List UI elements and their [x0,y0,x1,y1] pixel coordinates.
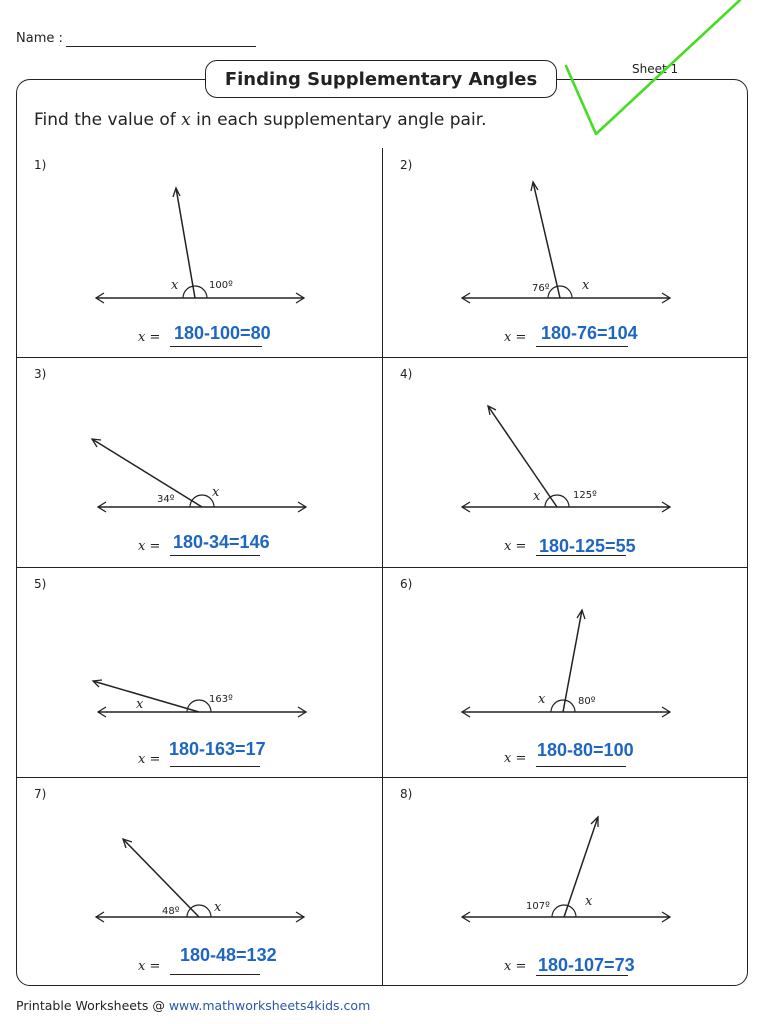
answer-line [536,766,626,767]
variable-x: x [533,489,541,504]
answer-text: 180-80=100 [537,740,634,760]
answer-line [170,346,262,347]
instructions-after: in each supplementary angle pair. [190,110,487,130]
answer-text: 180-100=80 [174,323,271,343]
answer-line [170,766,260,767]
name-line [66,46,256,47]
problem-number: 6) [400,577,413,591]
variable-x: x [212,485,220,500]
instructions [34,110,487,130]
answer-prefix: x = [504,330,527,345]
answer-prefix: x = [504,751,527,766]
problem-number: 8) [400,787,413,801]
problem-number: 1) [34,158,47,172]
problem-number: 3) [34,367,47,381]
answer-text: 180-125=55 [539,536,636,556]
variable-x: x [538,692,546,707]
variable-x: x [136,697,144,712]
given-angle: 100º [209,280,233,291]
problem-number: 5) [34,577,47,591]
problem-2 [382,148,748,358]
answer-text: 180-163=17 [169,739,266,759]
problem-3 [16,357,382,567]
answer-prefix: x = [138,330,161,345]
problem-8 [382,777,748,987]
given-angle: 76º [532,283,550,294]
answer-line [170,974,260,975]
given-angle: 107º [526,901,550,912]
worksheet-title: Finding Supplementary Angles [205,60,557,98]
footer-prefix: Printable Worksheets @ [16,998,169,1013]
problem-4 [382,357,748,567]
answer-line [536,346,628,347]
answer-prefix: x = [138,959,161,974]
answer-prefix: x = [504,959,527,974]
variable-x: x [214,900,222,915]
problem-number: 2) [400,158,413,172]
answer-prefix: x = [138,539,161,554]
problem-7 [16,777,382,987]
answer-text: 180-34=146 [173,532,270,552]
problem-1 [16,148,382,358]
variable-x: x [171,278,179,293]
answer-line [170,555,260,556]
problem-number: 7) [34,787,47,801]
name-label: Name : [16,31,63,46]
instructions-before: Find the value of [34,110,182,130]
given-angle: 125º [573,490,597,501]
answer-text: 180-107=73 [538,955,635,975]
footer-link[interactable]: www.mathworksheets4kids.com [168,998,371,1013]
given-angle: 34º [157,494,175,505]
problem-5 [16,567,382,777]
footer [16,998,370,1013]
variable-x: x [582,278,590,293]
problem-number: 4) [400,367,413,381]
answer-prefix: x = [138,752,161,767]
answer-prefix: x = [504,539,527,554]
given-angle: 163º [209,694,233,705]
variable-x: x [585,894,593,909]
given-angle: 80º [578,696,596,707]
given-angle: 48º [162,906,180,917]
answer-text: 180-48=132 [180,945,277,965]
instructions-variable: x [181,110,191,130]
sheet-label: Sheet 1 [632,62,679,76]
problem-6 [382,567,748,777]
answer-text: 180-76=104 [541,323,638,343]
